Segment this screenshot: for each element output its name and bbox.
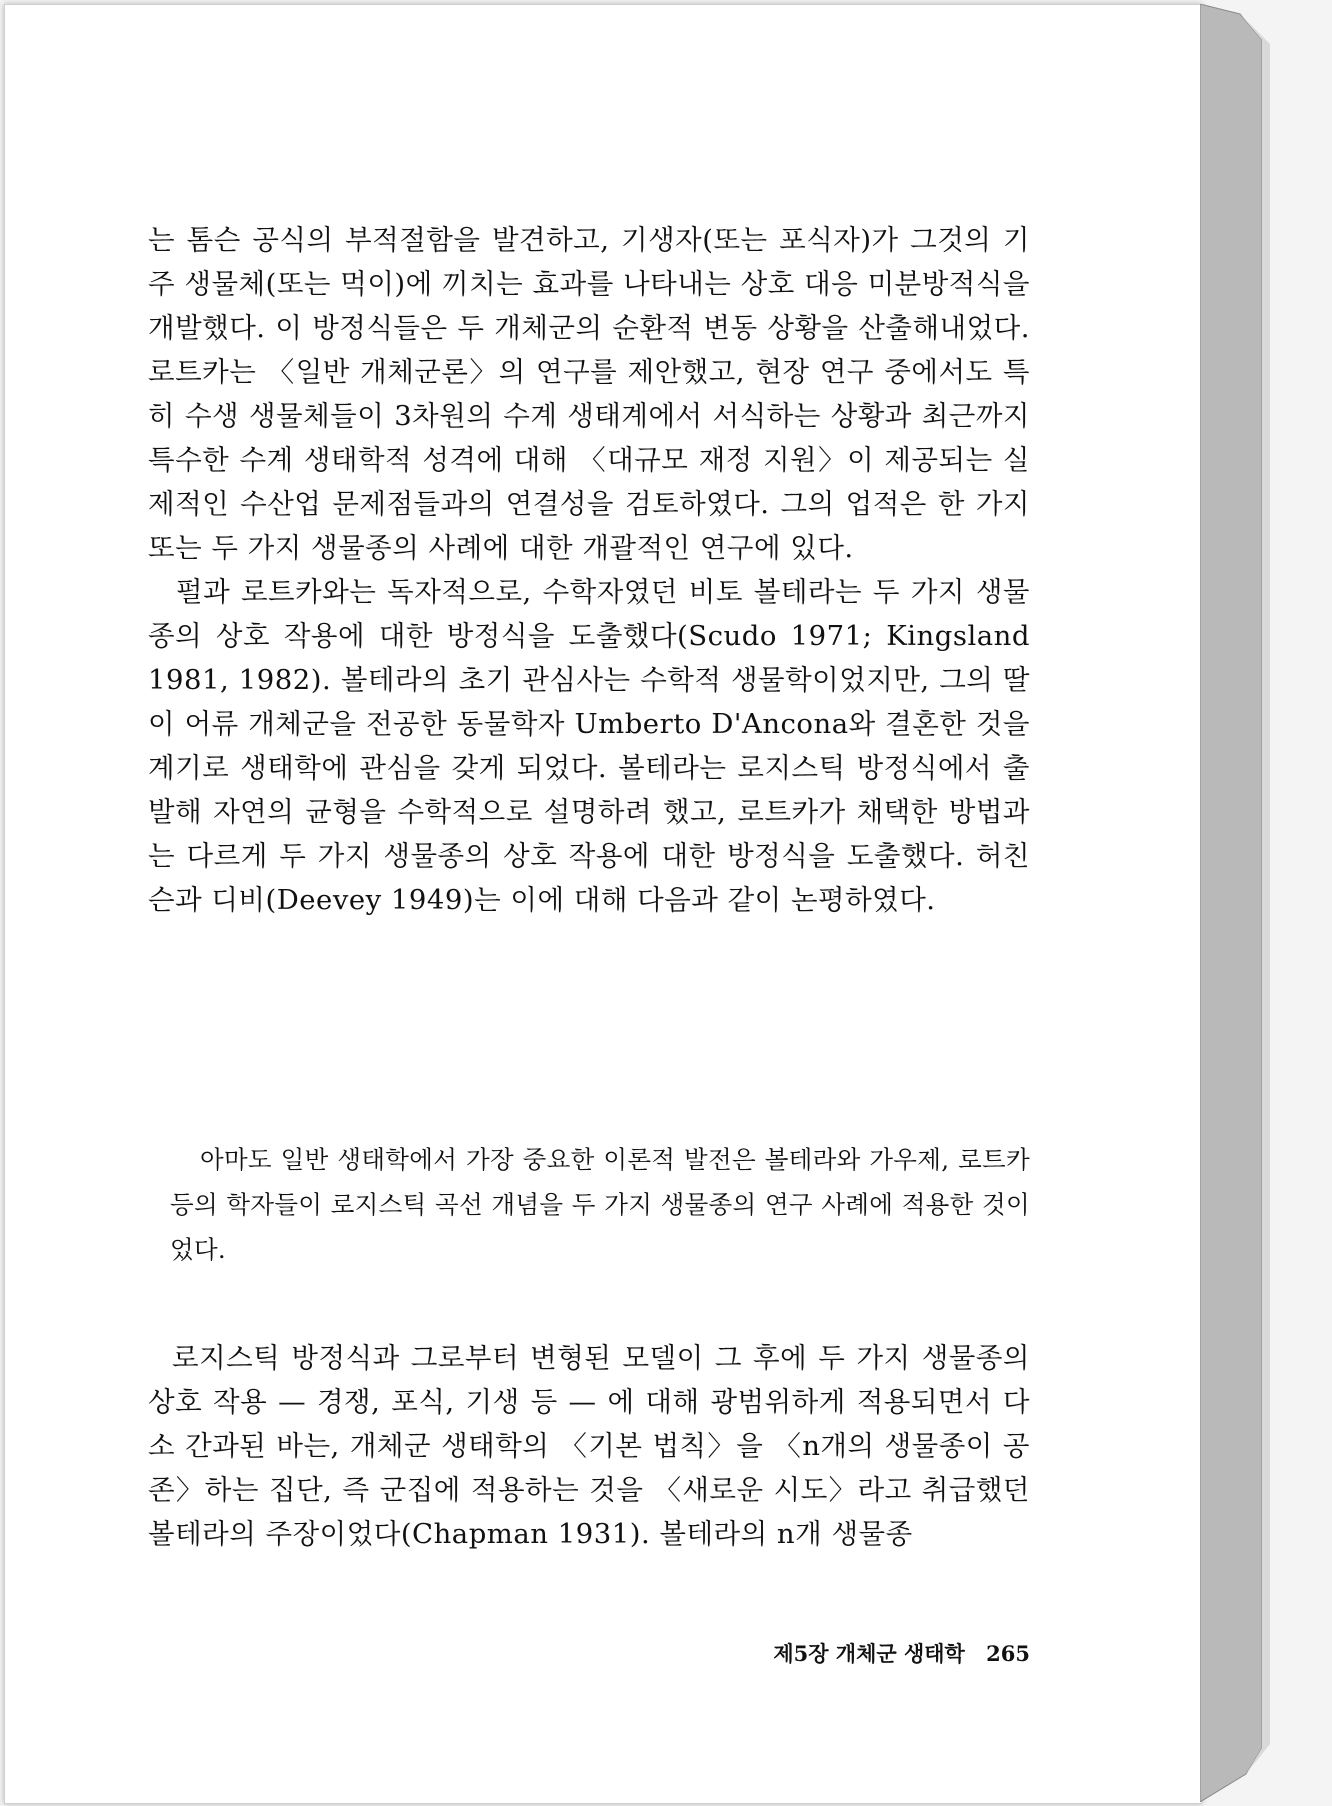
chapter-title: 제5장 개체군 생태학	[773, 1641, 965, 1666]
page-footer	[773, 1638, 1030, 1668]
body-text-bottom	[148, 1336, 1030, 1556]
paragraph-1: 는 톰슨 공식의 부적절함을 발견하고, 기생자(또는 포식자)가 그것의 기주 생물체(또는 먹이)에 끼치는 효과를 나타내는 상호 대응 미분방적식을 개발했다. 이 방정식들은 두 개체군의 순환적 변동 상황을 산출해내었다. 로트카는 〈일반 개체군론〉의 연구를 제안했고, 현장 연구 중에서도 특히 수생 생물체들이 3차원의 수계 생태계에서 서식하는 상황과 최근까지 특수한 수계 생태학적 성격에 대해 〈대규모 재정 지원〉이 제공되는 실제적인 수산업 문제점들과의 연결성을 검토하였다. 그의 업적은 한 가지 또는 두 가지 생물종의 사례에 대한 개괄적인 연구에 있다.	[148, 224, 1030, 564]
page-number: 265	[986, 1641, 1030, 1666]
paragraph-2: 펄과 로트카와는 독자적으로, 수학자였던 비토 볼테라는 두 가지 생물종의 상호 작용에 대한 방정식을 도출했다(Scudo 1971; Kingsland 1981, 1982). 볼테라의 초기 관심사는 수학적 생물학이었지만, 그의 딸이 어류 개체군을 전공한 동물학자 Umberto D'Ancona와 결혼한 것을 계기로 생태학에 관심을 갖게 되었다. 볼테라는 로지스틱 방정식에서 출발해 자연의 균형을 수학적으로 설명하려 했고, 로트카가 채택한 방법과는 다르게 두 가지 생물종의 상호 작용에 대한 방정식을 도출했다. 허친슨과 디비(Deevey 1949)는 이에 대해 다음과 같이 논평하였다.	[148, 576, 1030, 916]
block-quote	[170, 1137, 1030, 1272]
quote-text: 아마도 일반 생태학에서 가장 중요한 이론적 발전은 볼테라와 가우제, 로트카 등의 학자들이 로지스틱 곡선 개념을 두 가지 생물종의 연구 사례에 적용한 것이었다.	[170, 1145, 1030, 1264]
page-edge-3d	[1200, 4, 1276, 1802]
paragraph-3: 로지스틱 방정식과 그로부터 변형된 모델이 그 후에 두 가지 생물종의 상호 작용 — 경쟁, 포식, 기생 등 — 에 대해 광범위하게 적용되면서 다소 간과된 바는, 개체군 생태학의 〈기본 법칙〉을 〈n개의 생물종이 공존〉하는 집단, 즉 군집에 적용하는 것을 〈새로운 시도〉라고 취급했던 볼테라의 주장이었다(Chapman 1931). 볼테라의 n개 생물종	[148, 1342, 1030, 1550]
body-text-top	[148, 218, 1030, 922]
